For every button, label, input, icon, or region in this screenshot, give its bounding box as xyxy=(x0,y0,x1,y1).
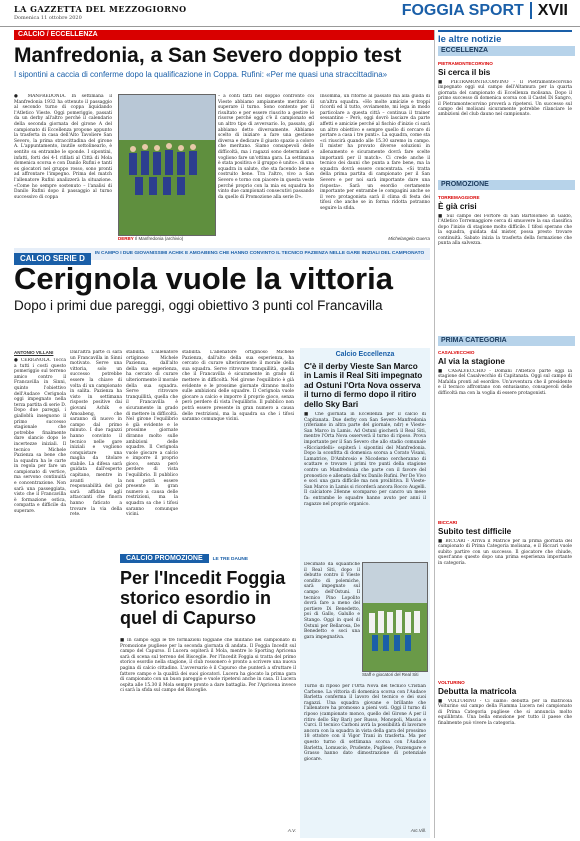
serie-d-kicker: IN CAMPO I DUE GIOVANISSIMI ACHIK E AMOABENG CHE HANNO CONVINTO IL TECNICO PAZIENZA NELLE GARE INIZIALI DEL CAMPIONATO xyxy=(94,251,425,256)
ecc-text2: Ad Ostuni giocherà il Real Siti, mentre l'Orta Nova osserverà il turno di riposo. Prova importante per il San Severo che allo stadio comunale «Ricciardelli» ospiterà i sipontini del Manfredonia. xyxy=(304,428,426,451)
caption-text: Il Manfredonia (archivio) xyxy=(135,236,184,241)
sidebar-section-prima-categoria: PRIMA CATEGORIA xyxy=(438,336,575,346)
real-siti-caption: Staff e giocatori del Real Siti xyxy=(362,672,419,677)
team-staff-illustration xyxy=(363,563,427,671)
lead-column-3 xyxy=(320,94,430,234)
lead-photo-caption xyxy=(118,236,214,241)
lead-column-1 xyxy=(14,94,112,244)
promozione-kicker xyxy=(120,555,298,562)
sidebar-title-5: Debutta la matricola xyxy=(438,687,517,696)
serie-d-headline: Cerignola vuole la vittoria xyxy=(14,261,393,296)
lead-photo xyxy=(118,94,216,236)
eccellenza-text-mid: Decimato da squalifiche il Real Siti, dopo il debutto contro il Vieste condito di polemiche, sarà impegnato sul campo dell'Ostuni. Il tecnico Pino Lopolito dovrà fare a meno del portiere Di Benedetto, poi di Gallo, Galullo e Stango. Oggi in quel di Ostuni per Bellarosa, De Benedetto e soci una gara impegnativa. xyxy=(304,562,360,640)
sidebar-location-5: VOLTURINO xyxy=(438,680,465,685)
lead-col1-text: ● MANFREDONIA. In settimana il Manfredonia 1932 ha ottenuto il passaggio al secondo turno di coppa liquidando l'Atletico Vieste. Oggi pomeriggio, passati da un derby all'altro perché il calendario della seconda giornata del girone A del campionato di Eccellenza propone appunto la trasferta in casa dell'Alto Tavoliere San Severo, la prima straccittadina del girone A. L'appuntamento, inutile sottolinearlo, è sentito su entrambe le sponde. I sipontini, infatti, forti dei 4-1 rifilati al Città di Mola domenica scorsa e con Danilo Rufini e tanti ex giocatori nel gruppo rosso, sono pronti ad affrontare l'impegno. Prima del match l'allenatore Rufini analizzerà la situazione. xyxy=(14,94,112,183)
lead-section-strip: CALCIO / ECCELLENZA xyxy=(14,30,434,40)
eccellenza-kicker: Calcio Eccellenza xyxy=(335,351,395,358)
section-name: FOGGIA SPORT xyxy=(401,2,524,19)
lead-subheadline: I sipontini a caccia di conferme dopo la qualificazione in Coppa. Rufini: «Per me quasi una straccittadina» xyxy=(14,70,388,79)
lead-col2-text: – a conti fatti nel doppio confronto coi Vieste abbiamo ampiamente meritato di superare il turno. Sono contento per il risultato e per essere riuscito a gestire le risorse perché oggi c'è il campionato ed un altro tipo di avversario. Io, passato, gli abbiamo detto diversamente. Abbiamo scelto di iniziare a fare una gestione diversa e dedicare il giusto spazio a coloro che meritano. xyxy=(218,94,314,150)
ecc-text4: Il Vieste-San Marco in Lamis si ricorderà ancora Rocco Augelli. Il calciatore 28enne scomparso per cancro un mese fa: entrambe le squadre hanno avuto per anni il ragazzo nel proprio organico. xyxy=(304,479,426,507)
promozione-tag: CALCIO PROMOZIONE xyxy=(120,554,209,563)
lead-col2c-text: di una squadra in salute, che sta facendo bene e costruito bene. Tra l'altro, vivo a San Severo e torno con piacere in questa veste perché proprio con la mia ex squadra ho vinto due campionati consecutivi passando da quello di Promozione alla serie D». xyxy=(218,161,314,200)
promozione-author: A.V. xyxy=(287,828,296,833)
real-siti-photo xyxy=(362,562,428,672)
serie-d-column-4: stabilità. L'allenatore ortiginoso Michele Pazienza, dall'alto della sua esperienza, ha cercato di curare ulteriormente il morale della sua squadra. Serve ritrovare tranquillità, quella che il Francavilla è sicuramente in grado di mettere in difficoltà. Nel girone l'equilibrio è già evidente e le prossime giornate diranno molto sulle ambizioni delle squadre. Il Cerignola vuole giocare a calcio e imporre il proprio gioco, senza però perdere di vista l'equilibrio. Il pubblico non potrà essere presente in gran numero a causa delle restrizioni, ma la squadra sa che i tifosi saranno comunque vicini. xyxy=(182,350,294,423)
lead-col3-text: Insomma, un ritorno al passato ma alla guida di un'altra squadra. «Ho molte amicizie e troppi ricordi ed il tutto, ovviamente, mi lega in modo particolare a questa città – continua il trainer sessantino – Però, oggi dovrò lasciare da parte affetti e amicizie perché al fischio d'inizio ci sarà un altro obiettivo e sempre quello di cercare di portare a casa i tre punti». xyxy=(320,94,430,139)
serie-d-subheadline: Dopo i primi due pareggi, oggi obiettivo 3 punti col Francavilla xyxy=(14,298,383,313)
lead-col3c-text: Ci crede anche il tecnico dei dauni che punta a fare bene, ma la squadra dovrà essere concentrata. «Si tratta della prima partita di campionato per il San Severo e per noi sarà importante dare una risposta». Sarà un esordio certamente importante per entrambe le compagini anche se il vero protagonista sarà il clima di festa dei tifosi che anche se in forma ridotta potranno seguire la sfida. xyxy=(320,155,430,211)
serie-d-column-2: Dall'altra parte ci sarà un Francavilla in Sinni motivato. Serve una vittoria, solo un successo potrebbe essere la chiave di volta di un campionato in salita. Pazienza ha visto in settimana risposte positive dai giovani Achik e Amoabeng, che saranno di nuovo in campo dal primo minuto. I due ragazzi hanno convinto il tecnico nelle gare iniziali e vogliono conquistare una maglia da titolare stabile. La difesa sarà guidata dall'esperto capitano, mentre in avanti la responsabilità del gol sarà affidata agli attaccanti che finora hanno faticato a trovare la via della rete. xyxy=(70,350,122,518)
sidebar-section-eccellenza: ECCELLENZA xyxy=(438,46,575,56)
ecc-text3: Dopo la sconfitta di domenica scorsa a Corato Visani, Lamatrice, D'Ambrosio e Nicodemo cercheranno di scattare e trovare i primi tre punti della stagione contro un Manfredonia che parte con il favore del pronostico e allenata dall'ex Danilo Rufini. Per De Vivo e soci una gara difficile ma non proibitiva. xyxy=(304,451,426,485)
serie-d-column-3: stabilità. L'allenatore ortiginoso Michele Pazienza, dall'alto della sua esperienza, ha cercato di curare ulteriormente il morale della sua squadra. Serve ritrovare tranquillità, quella che il Francavilla è sicuramente in grado di mettere in difficoltà. Nel girone l'equilibrio è già evidente e le prossime giornate diranno molto sulle ambizioni delle squadre. Il Cerignola vuole giocare a calcio e imporre il proprio gioco, senza però perdere di vista l'equilibrio. Il pubblico non potrà essere presente in gran numero a causa delle restrizioni, ma la squadra sa che i tifosi saranno comunque vicini. xyxy=(126,350,178,518)
promozione-text: ■ In campo oggi le tre formazioni foggiane che militano nel campionato di Promozione pugliese per la seconda giornata di andata. Il Foggia Incedit sul campo del Capurso. Il Lucera ospiterà il Mola, mentre lo Sporting Apricena sarà di scena sul terreno del Bisceglie. Per l'Incedit Foggia si tratta del primo storico esordio nella stagione, il club rossonero è pronto a scrivere una nuova pagina di calcio cittadino. L'avversario è il Capurso che punterà a sfruttare il fattore campo e la qualità dei suoi giocatori. Lucera ha giocato la prima gara di campionato con un buon pareggio e vuole ripetersi anche in casa. Il Lucera ospita alle 15.30 il Mola sempre pronto a dare battaglia. Per l'Apricena invece ci sarà la sfida sul campo del Bisceglie. xyxy=(120,638,296,694)
serie-d-tag: CALCIO SERIE D xyxy=(14,253,91,265)
sidebar-location-3: CASALVECCHIO xyxy=(438,350,475,355)
lead-column-2 xyxy=(218,94,314,244)
sidebar-divider xyxy=(434,30,435,838)
serie-d-author: ANTONIO VILLANI xyxy=(14,350,54,355)
sidebar-location-4: BICCARI xyxy=(438,520,458,525)
section-header xyxy=(402,2,568,20)
promozione-kicker-sub: LE TRE DAUNE xyxy=(212,557,249,562)
serie-d-column-1: ● CERIGNOLA. Tocca a tutti i costi questo pomeriggio sul terreno amico contro il Francavilla in Sinni, quinto l'obiettivo dell'Audace Cerignola oggi impegnato nella terza partita di serie D. Dopo due pareggi, i gialloblù inseguono il primo successo stagionale che potrebbe finalmente dare slancio dopo le incertezze iniziali. Il tecnico Michele Pazienza sa bene che la squadra ha le carte in regola per fare un campionato di vertice, ma servono continuità e concentrazione. Non sarà una passeggiata, visto che il Francavilla è formazione ostica, compatta e difficile da superare. xyxy=(14,358,66,515)
sidebar-text-4: ■ BICCARI - Arriva il Matrice per la prima giornata del campionato di Prima Categoria molisana, e il Biccari vuole subito partire con un successo. Il giocatore che chiude, quest'anno questo dopo una prima esperienza importante in categoria. xyxy=(438,539,572,566)
eccellenza-headline: C'è il derby Vieste San Marco in Lamis il Real Siti impegnato ad Ostuni l'Orta Nova osserva il turno di fermo dopo il ritiro dello Sky Bari xyxy=(304,362,423,409)
sidebar-text-5: ■ VOLTURINO - Ci siamo: debutta per la matricola Volturino sul campo della Fiamma Lucera nel campionato di Prima Categoria pugliese che si annuncia molto equilibrato. Una bella emozione per tutto il paese che finalmente può vivere la categoria. xyxy=(438,699,572,726)
serie-d-band xyxy=(14,248,430,263)
caption-tag: DERBY xyxy=(118,236,134,241)
sidebar-title-1: Si cerca il bis xyxy=(438,68,491,77)
lead-author: Michelangelo Guerra xyxy=(388,236,430,241)
eccellenza-text-top xyxy=(304,412,426,560)
lead-col3b-text: La squadra, come sta «ci riuscirà quando alle 15.30 saremo in campo. Il mister ha provato diverse soluzioni in allenamento e sicuramente dovrà fare scelte importanti per il match». xyxy=(320,133,430,161)
lead-col1b-text: «Come ho sempre sostenuto – l'analisi di Danilo Rufini dopo il passaggio al turno successivo di coppa xyxy=(14,183,112,200)
eccellenza-author: Arc.Vill. xyxy=(410,828,426,833)
newspaper-name: LA GAZZETTA DEL MEZZOGIORNO xyxy=(14,4,187,14)
lead-headline: Manfredonia, a San Severo doppio test xyxy=(14,44,402,67)
sidebar-text-3: ■ CASALVECCHIO - Domani l'Atletico parte oggi la stagione del Casalvecchio di Capitanata. Oggi sul campo di Mafalda pronti ad esordire. Un'avventura che il presidente e il tecnico affrontano con entusiasmo, consapevoli delle difficoltà ma con la voglia di essere protagonisti. xyxy=(438,369,572,396)
sidebar-location-2: TORREMAGGIORE xyxy=(438,195,480,200)
eccellenza-text-bottom: Turno di riposo per l'Orta Nova del tecnico Cristian Carbone. La vittoria di domenica scorsa con l'Audace Barletta conferma il lavoro del tecnico e dei suoi ragazzi. Una squadra giovane e brillante che l'allenatore ha promosso a pieni voti. Oggi il turno di riposo (campionato monco, quello del Girone A per il ritiro dello Sky Bari) per Russo, Monopoli, Mascia e Curci. Il tecnico Carboni avrà la possibilità di lavorare ancora con la squadra in vista della gara del prossimo 18 ottobre con il Vigor Trani in trasferta. Ma per questo turno di settimana scorsa con l'Audace Barletta, Lomuscio, Prudente, Pugliese, Pozzengare e Grasso hanno dato dimostrazione di potenziale giocare. xyxy=(304,684,426,762)
sidebar-text-2: ■ Sul campo del Fortore di San Bartolomeo in Galdo, l'Atletico Torremaggiore cerca di smuovere la sua classifica dopo l'inizio di stagione molto difficile. I tifosi sperano che la squadra, guidata dal mister, possa presto trovare continuità. Sabato inizia la trasferta della formazione che punta alla salvezza. xyxy=(438,214,572,247)
sidebar-title-3: Al via la stagione xyxy=(438,357,505,366)
issue-date: Domenica 11 ottobre 2020 xyxy=(14,15,82,21)
sidebar-location-1: PIETRAMONTECORVINO xyxy=(438,61,493,66)
page-number: XVII xyxy=(530,2,568,19)
promozione-headline: Per l'Incedit Foggia storico esordio in quel di Capurso xyxy=(120,568,286,628)
sidebar-title-2: È già crisi xyxy=(438,202,477,211)
sidebar-title-4: Subito test difficile xyxy=(438,527,512,536)
masthead xyxy=(0,0,580,27)
sidebar-text-1: ■ PIETRAMONTECORVINO - Il Pietramontecorvino impegnato oggi sul campo dell'Altamura per la quarta giornata del campionato di Eccellenza molisana. Dopo il primo successo di domenica scorsa con il Castel Di Sangro, il Pietramontecorvino proverà a ripetersi. Un successo sul campo del molisani sicuramente potrebbe rilanciare le ambizioni del club dauno nel campionato. xyxy=(438,80,572,118)
sidebar-section-promozione: PROMOZIONE xyxy=(438,180,575,190)
ecc-text1: ■ Che giornata in Eccellenza per il calcio di Capitanata. Due derby con San Severo-Manfredonia (riferiamo in altra parte del giornale, ndr) e Vieste-San Marco in Lamis. xyxy=(304,412,426,434)
team-photo-illustration xyxy=(119,95,215,235)
sidebar-heading: le altre notizie xyxy=(438,30,572,45)
lead-col2b-text: Siamo consapevoli delle difficoltà, ma i ragazzi sono determinati e vogliono fare un'ottima gara. La settimana è stata positiva e il gruppo è unito». xyxy=(218,144,314,167)
